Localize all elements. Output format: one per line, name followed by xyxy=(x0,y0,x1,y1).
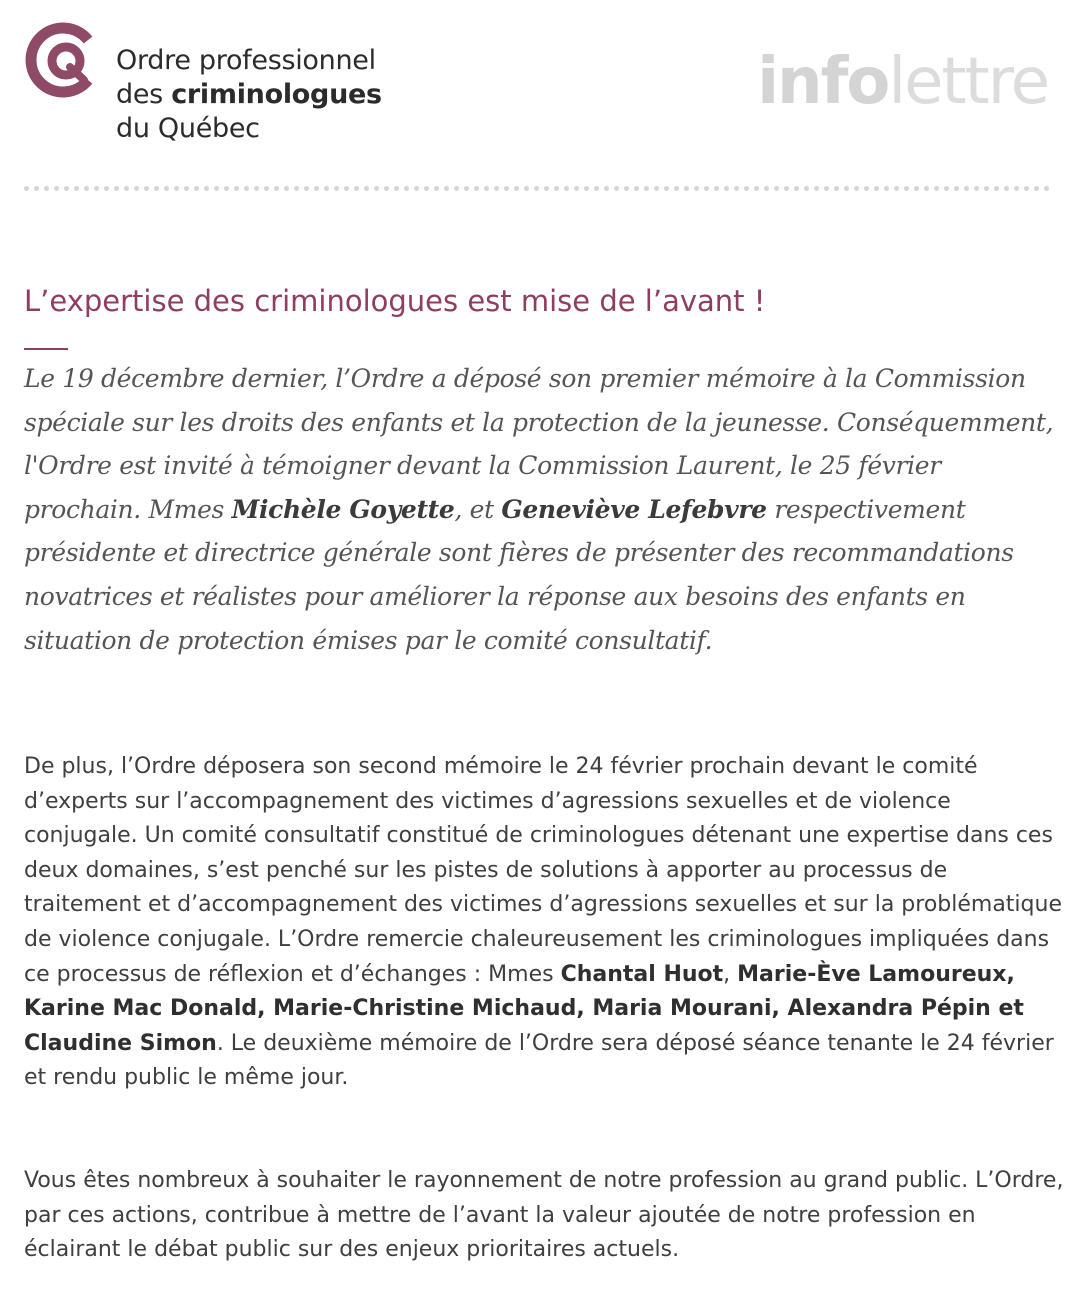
paragraph-2-names-a: Chantal Huot xyxy=(560,961,724,987)
newsletter-header xyxy=(0,0,1080,200)
article-paragraph-2 xyxy=(24,750,1064,1096)
lead-name-2: Geneviève Lefebvre xyxy=(501,494,767,524)
org-name-line-2 xyxy=(116,78,382,112)
paragraph-2-separator: , xyxy=(723,961,738,987)
paragraph-2-text-1: De plus, l’Ordre déposera son second mémoire le 24 février prochain devant le comité d’experts sur l’accompagnement des victimes d’agressions sexuelles et de violence conjugale. Un comité consultatif constitué de criminologues détenant une expertise dans ces deux domaines, s’est penché sur les pistes de solutions à apporter au processus de traitement et d’accompagnement des victimes d’agressions sexuelles et sur la problématique de violence conjugale. L’Ordre remercie chaleureusement les criminologues impliquées dans ce processus de réflexion et d’échanges : Mmes xyxy=(24,754,1062,987)
paragraph-2-names-b: Marie-Ève Lamoureux, Karine Mac Donald, Marie-Christine Michaud, Maria Mourani, Alexandra Pépin et Claudine Simon xyxy=(24,961,1024,1056)
newsletter-wordmark-bold: info xyxy=(757,45,889,119)
org-name-line-1: Ordre professionnel xyxy=(116,45,376,76)
lead-name-1: Michèle Goyette xyxy=(231,494,455,524)
header-divider xyxy=(24,186,1050,191)
lead-text-3: respectivement présidente et directrice générale sont fières de présenter des recommandations novatrices et réalistes pour améliorer la réponse aux besoins des enfants en situation de protection émises par le comité consultatif. xyxy=(24,494,1014,655)
article-lead xyxy=(24,357,1064,662)
paragraph-2-text-2: . Le deuxième mémoire de l’Ordre sera déposé séance tenante le 24 février et rendu public le même jour. xyxy=(24,1030,1054,1091)
lead-text-1: Le 19 décembre dernier, l’Ordre a déposé son premier mémoire à la Commission spéciale sur les droits des enfants et la protection de la jeunesse. Conséquemment, l'Ordre est invité à témoigner devant la Commission Laurent, le 25 février prochain. Mmes xyxy=(24,364,1054,524)
title-accent-rule xyxy=(24,348,68,350)
lead-text-2: , et xyxy=(454,494,502,524)
newsletter-wordmark xyxy=(757,46,1048,118)
article-paragraph-3: Vous êtes nombreux à souhaiter le rayonnement de notre profession au grand public. L’Ordre, par ces actions, contribue à mettre de l’avant la valeur ajoutée de notre profession en éclairant le débat public sur des enjeux prioritaires actuels. xyxy=(24,1168,1064,1263)
org-name-line-3: du Québec xyxy=(116,113,260,144)
organization-name xyxy=(116,44,382,146)
ordre-logo-icon xyxy=(24,20,100,100)
org-name-prefix: des xyxy=(116,79,172,110)
org-name-bold: criminologues xyxy=(171,79,382,110)
article-title: L’expertise des criminologues est mise de l’avant ! xyxy=(24,284,766,318)
newsletter-wordmark-light: lettre xyxy=(888,45,1048,119)
